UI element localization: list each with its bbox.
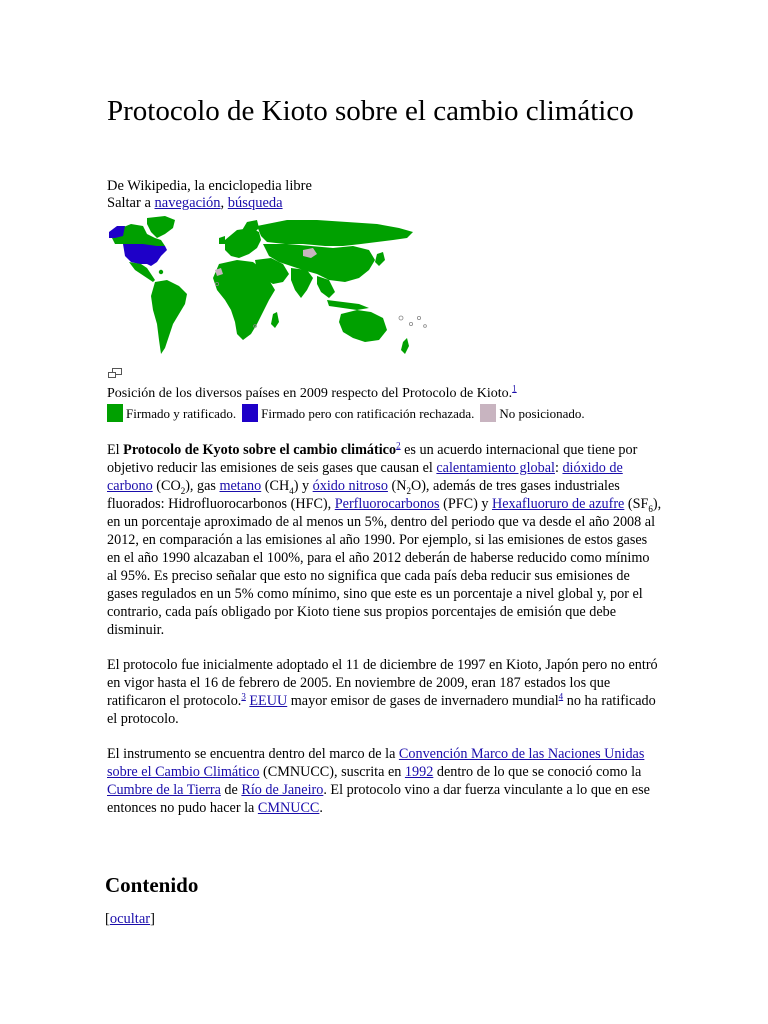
cmnucc-link[interactable]: CMNUCC [257, 800, 320, 816]
intro-paragraph [107, 441, 663, 639]
calentamiento-global-link[interactable]: calentamiento global [436, 460, 555, 476]
map-caption-text: Posición de los diversos países en 2009 respecto del Protocolo de Kioto. [107, 386, 513, 401]
framework-paragraph [107, 745, 663, 817]
p1-text: ) y [293, 478, 313, 494]
p1-text: (PFC) y [439, 496, 492, 512]
ref-3-link[interactable]: 3 [241, 691, 246, 702]
p1-text: (CH [261, 478, 290, 494]
perfluorocarbonos-link[interactable]: Perfluorocarbonos [334, 496, 440, 512]
rio-de-janeiro-link[interactable]: Río de Janeiro [241, 782, 324, 798]
legend-swatch-not-positioned [480, 404, 496, 422]
metano-link[interactable]: metano [219, 478, 262, 494]
page-title: Protocolo de Kioto sobre el cambio climático [107, 95, 634, 127]
legend-label-ratified: Firmado y ratificado. [126, 405, 237, 421]
p1-text: ), gas [185, 478, 220, 494]
dioxido-de-carbono-link[interactable]: dióxido de carbono [107, 460, 623, 494]
year-1992-link[interactable]: 1992 [404, 764, 434, 780]
p3-text: (CMNUCC), suscrita en [259, 764, 405, 780]
kyoto-world-map[interactable] [107, 214, 433, 366]
jump-prefix: Saltar a [107, 195, 155, 211]
ref-2-link[interactable]: 2 [396, 440, 401, 451]
contents-heading: Contenido [105, 873, 199, 897]
p1-text: (N [387, 478, 407, 494]
map-legend [107, 404, 667, 422]
p2-text: no ha ratificado el protocolo. [107, 693, 656, 727]
p3-text: dentro de lo que se conoció como la [433, 764, 642, 780]
magnify-clip-icon[interactable] [108, 368, 122, 378]
hide-contents-link[interactable]: ocultar [109, 911, 151, 927]
site-subtitle: De Wikipedia, la enciclopedia libre [107, 178, 312, 194]
map-caption [107, 385, 667, 402]
contents-toggle [105, 911, 155, 928]
legend-swatch-ratified [107, 404, 123, 422]
toc-bracket-close: ] [150, 911, 155, 927]
legend-swatch-rejected [242, 404, 258, 422]
p1-text: (CO [152, 478, 181, 494]
p1-text: (SF [624, 496, 649, 512]
co2-subscript: 2 [180, 485, 186, 496]
legend-label-rejected: Firmado pero con ratificación rechazada. [261, 405, 475, 421]
map-caribbean [159, 270, 163, 274]
p1-text: El [107, 442, 124, 458]
jump-navigation-link[interactable]: navegación [154, 195, 221, 211]
p3-text: . [319, 800, 323, 816]
n2o-subscript: 2 [406, 485, 411, 496]
p2-text: mayor emisor de gases de invernadero mundial [287, 693, 559, 709]
legend-label-not-positioned: No posicionado. [499, 405, 585, 421]
article-subject-bold: Protocolo de Kyoto sobre el cambio climático [123, 442, 397, 458]
hexafluoruro-de-azufre-link[interactable]: Hexafluoruro de azufre [492, 496, 625, 512]
sf6-subscript: 6 [648, 503, 653, 514]
toc-bracket-open: [ [105, 911, 110, 927]
ch4-subscript: 4 [289, 485, 294, 496]
cmnucc-convention-link[interactable]: Convención Marco de las Naciones Unidas sobre el Cambio Climático [107, 746, 645, 780]
p3-text: El instrumento se encuentra dentro del marco de la [107, 746, 399, 762]
ref-4-link[interactable]: 4 [558, 691, 564, 702]
jump-separator: , [220, 195, 228, 211]
map-caption-ref[interactable]: 1 [512, 383, 517, 394]
p1-text: ), en un porcentaje aproximado de al menos un 5%, dentro del periodo que va desde el año 2008 al 2012, en comparación a las emisiones al año 1990. Por ejemplo, si las emisiones de estos gases en el año 1990 alcazaban el 100%, para el año 2012 deberán de haberse reducido como mínimo al 95%. Es preciso señalar que esto no significa que cada país deba reducir sus emisiones de gases regulados en un 5% como mínimo, sino que este es un porcentaje a nivel global y, por el contrario, cada país obligado por Kioto tiene sus propios porcentajes de emisión que debe disminuir. [107, 496, 662, 638]
p2-text: El protocolo fue inicialmente adoptado el 11 de diciembre de 1997 en Kioto, Japón pero no entró en vigor hasta el 16 de febrero de 2005. En noviembre de 2009, eran 187 estados los que ratificaron el protocolo. [107, 657, 658, 709]
adoption-paragraph [107, 656, 663, 728]
p1-text: : [554, 460, 563, 476]
cumbre-de-la-tierra-link[interactable]: Cumbre de la Tierra [107, 782, 221, 798]
oxido-nitroso-link[interactable]: óxido nitroso [312, 478, 388, 494]
p3-text: de [220, 782, 242, 798]
jump-search-link[interactable]: búsqueda [227, 195, 283, 211]
p1-text: es un acuerdo internacional que tiene por objetivo reducir las emisiones de seis gases que causan el [107, 442, 638, 476]
eeuu-link[interactable]: EEUU [249, 693, 288, 709]
site-subtitle-block [107, 178, 312, 212]
p3-text: . El protocolo vino a dar fuerza vinculante a lo que en ese entonces no pudo hacer la [107, 782, 650, 816]
jump-links [107, 195, 312, 212]
map-caption-block [107, 385, 667, 422]
p1-text: O), además de tres gases industriales fluorados: Hidrofluorocarbonos (HFC), [107, 478, 620, 512]
